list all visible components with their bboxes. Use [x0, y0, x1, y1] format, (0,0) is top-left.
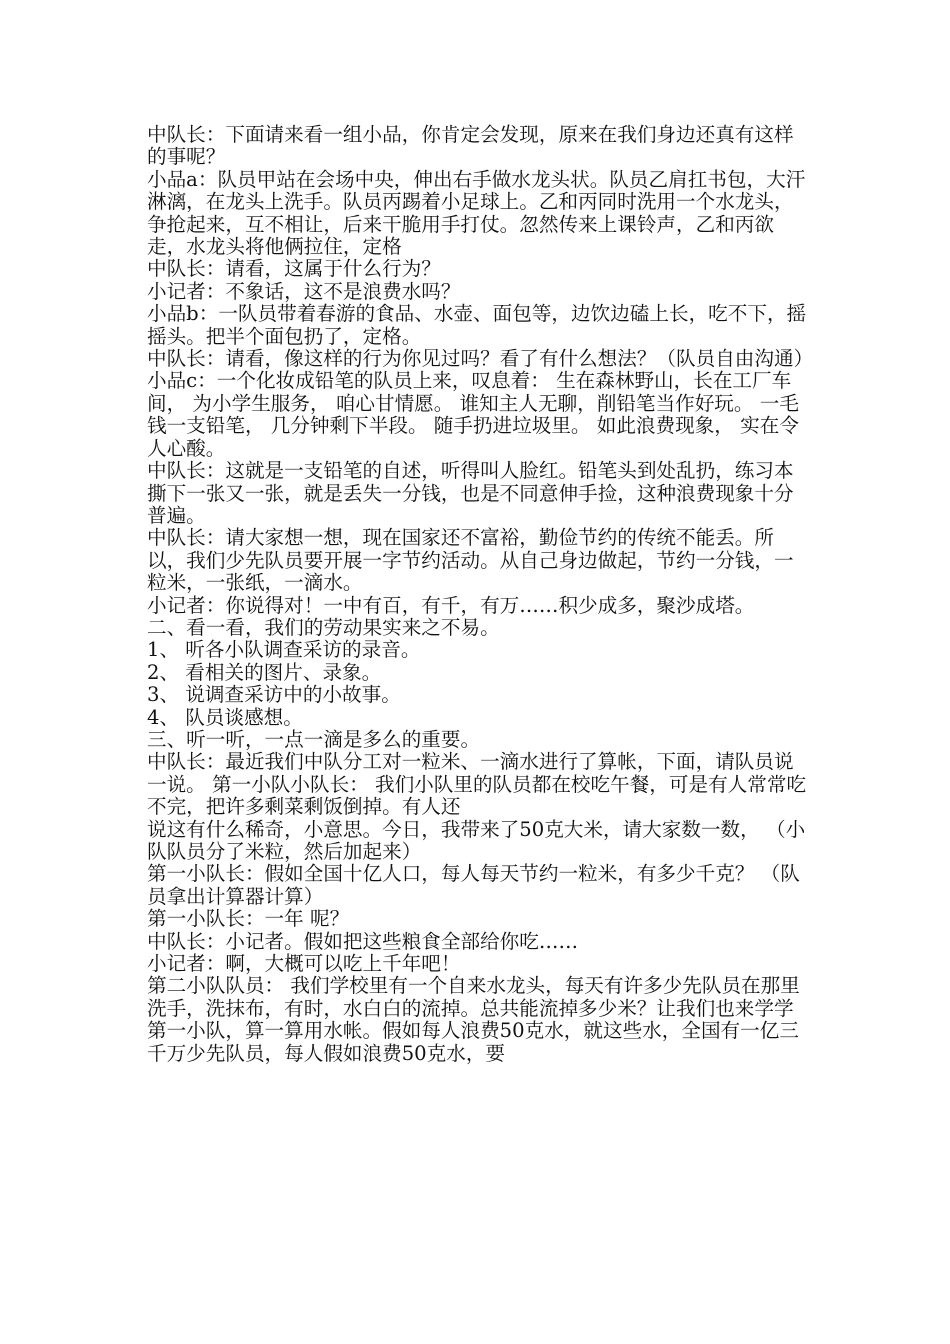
paragraph: 第一小队长：一年 呢？	[147, 907, 350, 931]
paragraph: 中队长：小记者。假如把这些粮食全部给你吃……	[147, 929, 579, 953]
paragraph: 第一小队长：假如全国十亿人口，每人每天节约一粒米，有多少千克？ （队员拿出计算器计算）	[147, 862, 800, 908]
paragraph: 第二小队队员： 我们学校里有一个自来水龙头，每天有许多少先队员在那里洗手，洗抹布，有时，水白白的流掉。总共能流掉多少米？让我们也来学学第一小队，算一算用水帐。假如每人浪费50克水，就这些水，全国有一亿三千万少先队员，每人假如浪费50克水，要	[147, 974, 800, 1065]
list-item: 2、 看相关的图片、录象。	[147, 660, 382, 684]
paragraph: 小记者：不象话，这不是浪费水吗？	[147, 279, 461, 303]
paragraph: 中队长：请大家想一想，现在国家还不富裕，勤俭节约的传统不能丢。所以，我们少先队员要开展一字节约活动。从自己身边做起，节约一分钱，一粒米，一张纸，一滴水。	[147, 526, 794, 595]
section-heading: 二、看一看，我们的劳动果实来之不易。	[147, 615, 500, 639]
paragraph: 小记者：啊，大概可以吃上千年吧！	[147, 952, 461, 976]
paragraph: 小品c：一个化妆成铅笔的队员上来，叹息着： 生在森林野山，长在工厂车间， 为小学生服务， 咱心甘情愿。 谁知主人无聊，削铅笔当作好玩。 一毛钱一支铅笔， 几分钟剩下半段。 随手扔进垃圾里。 如此浪费现象， 实在令人心酸。	[147, 369, 799, 460]
paragraph: 中队长：这就是一支铅笔的自述，听得叫人脸红。铅笔头到处乱扔，练习本撕下一张又一张，就是丢失一分钱，也是不同意伸手捡，这种浪费现象十分普遍。	[147, 459, 794, 527]
list-item: 3、 说调查采访中的小故事。	[147, 683, 401, 707]
paragraph: 小记者：你说得对！一中有百，有千，有万……积少成多，聚沙成塔。	[147, 593, 755, 617]
list-item: 4、 队员谈感想。	[147, 705, 303, 729]
paragraph: 中队长：请看，这属于什么行为？	[147, 257, 441, 281]
paragraph: 小品b：一队员带着春游的食品、水壶、面包等，边饮边磕上长，吃不下，摇摇头。把半个面包扔了，定格。	[147, 302, 807, 348]
paragraph: 中队长：下面请来看一组小品，你肯定会发现，原来在我们身边还真有这样的事呢？	[147, 123, 794, 169]
paragraph: 中队长：最近我们中队分工对一粒米、一滴水进行了算帐，下面，请队员说一说。 第一小队小队长： 我们小队里的队员都在校吃午餐，可是有人常常吃不完，把许多剩菜剩饭倒掉。有人还 说这有什么稀奇，小意思。今日，我带来了50克大米，请大家数一数， （小队队员分了米粒，然后加起来）	[147, 750, 807, 863]
paragraph: 中队长：请看，像这样的行为你见过吗？看了有什么想法？（队员自由沟通）	[147, 347, 814, 371]
document-page	[147, 123, 814, 1065]
list-item: 1、 听各小队调查采访的录音。	[147, 638, 421, 662]
paragraph: 小品a：队员甲站在会场中央，伸出右手做水龙头状。队员乙肩扛书包，大汗淋漓，在龙头上洗手。队员丙踢着小足球上。乙和丙同时洗用一个水龙头，争抢起来，互不相让，后来干脆用手打仗。忽然传来上课铃声，乙和丙欲走，水龙头将他俩拉住，定格	[147, 167, 806, 259]
section-heading: 三、听一听，一点一滴是多么的重要。	[147, 727, 481, 751]
